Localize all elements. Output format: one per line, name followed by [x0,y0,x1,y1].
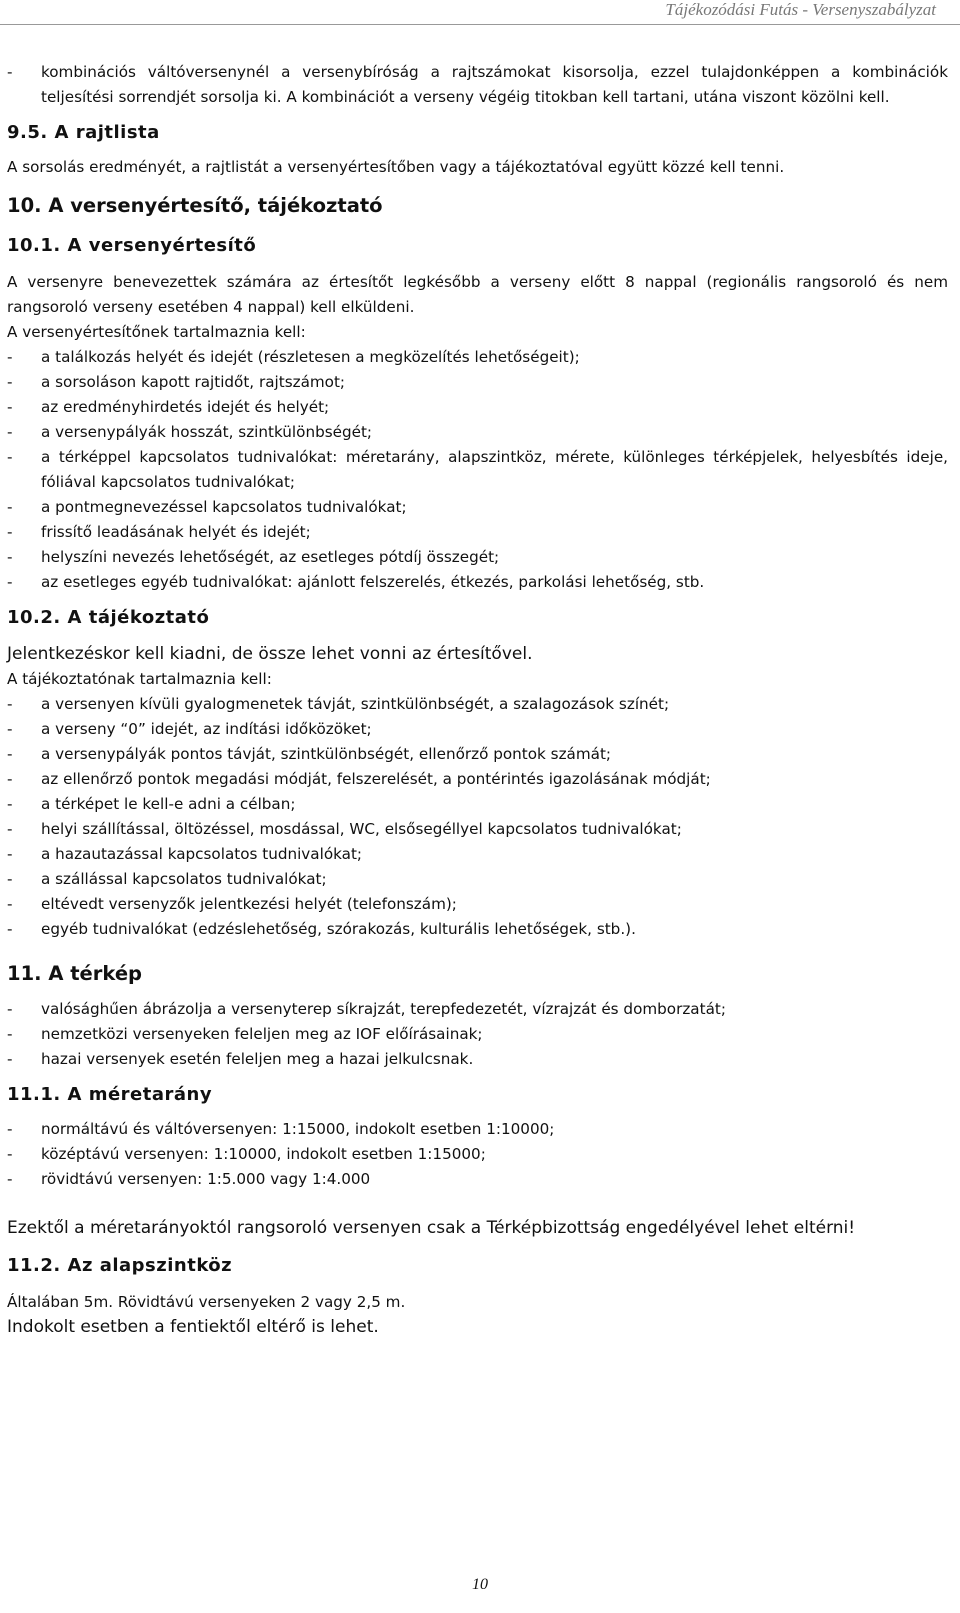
document-body [0,60,960,1340]
list-item-text: a térképet le kell-e adni a célban; [41,795,296,813]
section-11-1-list [7,1117,948,1192]
section-11-2-line2: Indokolt esetben a fentiektől eltérő is lehet. [7,1317,379,1337]
list-item-text: a térképpel kapcsolatos tudnivalókat: méretarány, alapszintköz, mérete, különleges térképjelek, helyesbítés ideje, fóliával kapcsolatos tudnivalókat; [41,448,948,491]
bullet-dash: - [7,1000,13,1018]
list-item-text: középtávú versenyen: 1:10000, indokolt esetben 1:15000; [41,1145,486,1163]
list-item-text: a sorsoláson kapott rajtidőt, rajtszámot; [41,373,346,391]
list-item-text: a pontmegnevezéssel kapcsolatos tudnivalókat; [41,498,407,516]
bullet-dash: - [7,820,13,838]
section-10-1-list [7,345,948,595]
list-item-text: valósághűen ábrázolja a versenyterep síkrajzát, terepfedezetét, vízrajzát és domborzatát; [41,1000,726,1018]
list-item [7,867,948,892]
bullet-dash: - [7,1050,13,1068]
list-item-text: a hazautazással kapcsolatos tudnivalókat; [41,845,363,863]
section-11-heading: 11. A térkép [7,962,143,985]
list-item-text: a verseny “0” idejét, az indítási időközöket; [41,720,372,738]
bullet-dash: - [7,423,13,441]
bullet-dash: - [7,348,13,366]
list-item [7,395,948,420]
list-item [7,345,948,370]
list-item [7,1047,948,1072]
bullet-dash: - [7,1120,13,1138]
section-10-1-lead: A versenyértesítőnek tartalmaznia kell: [7,323,306,341]
section-11-2-line1: Általában 5m. Rövidtávú versenyeken 2 vagy 2,5 m. [7,1293,406,1311]
list-item [7,420,948,445]
bullet-dash: - [7,448,13,466]
bullet-dash: - [7,573,13,591]
list-item-text: a találkozás helyét és idejét (részletesen a megközelítés lehetőségeit); [41,348,580,366]
list-item-text: rövidtávú versenyen: 1:5.000 vagy 1:4.000 [41,1170,371,1188]
bullet-dash: - [7,398,13,416]
section-10-2-list [7,692,948,942]
section-9-5-heading: 9.5. A rajtlista [7,122,160,143]
list-item [7,997,948,1022]
list-item [7,792,948,817]
bullet-dash: - [7,63,13,81]
bullet-dash: - [7,548,13,566]
list-item-text: a szállással kapcsolatos tudnivalókat; [41,870,327,888]
running-header: Tájékozódási Futás - Versenyszabályzat [665,0,936,19]
list-item [7,520,948,545]
bullet-dash: - [7,523,13,541]
bullet-dash: - [7,1170,13,1188]
section-11-1-heading: 11.1. A méretarány [7,1084,213,1105]
list-item [7,495,948,520]
list-item-text: helyi szállítással, öltözéssel, mosdással, WC, elsősegéllyel kapcsolatos tudnivalókat; [41,820,682,838]
bullet-dash: - [7,498,13,516]
section-10-1-paragraph: A versenyre benevezettek számára az értesítőt legkésőbb a verseny előtt 8 nappal (regionális rangsoroló és nem rangsoroló verseny esetében 4 nappal) kell elküldeni. [7,273,948,316]
intro-list-item [7,60,948,110]
header-rule [0,24,960,25]
section-11-1-note: Ezektől a méretarányoktól rangsoroló versenyen csak a Térképbizottság engedélyével lehet eltérni! [7,1218,856,1238]
list-item [7,1117,948,1142]
list-item-text: egyéb tudnivalókat (edzéslehetőség, szórakozás, kulturális lehetőségek, stb.). [41,920,636,938]
list-item [7,842,948,867]
list-item [7,1022,948,1047]
list-item-text: frissítő leadásának helyét és idejét; [41,523,311,541]
bullet-dash: - [7,745,13,763]
list-item-text: az ellenőrző pontok megadási módját, felszerelését, a pontérintés igazolásának módját; [41,770,711,788]
list-item-text: kombinációs váltóversenynél a versenybíróság a rajtszámokat kisorsolja, ezzel tulajdonképpen a kombinációk teljesítési sorrendjét sorsolja ki. A kombinációt a verseny végéig titokban kell tartani, utána viszont közölni kell. [41,63,948,106]
list-item-text: helyszíni nevezés lehetőségét, az esetleges pótdíj összegét; [41,548,500,566]
bullet-dash: - [7,1025,13,1043]
list-item [7,892,948,917]
section-10-1-heading: 10.1. A versenyértesítő [7,235,257,256]
bullet-dash: - [7,1145,13,1163]
section-11-2-heading: 11.2. Az alapszintköz [7,1255,233,1276]
bullet-dash: - [7,720,13,738]
bullet-dash: - [7,845,13,863]
section-9-5-text: A sorsolás eredményét, a rajtlistát a versenyértesítőben vagy a tájékoztatóval együtt közzé kell tenni. [7,158,785,176]
list-item [7,1167,948,1192]
bullet-dash: - [7,770,13,788]
list-item [7,917,948,942]
list-item-text: a versenypályák pontos távját, szintkülönbségét, ellenőrző pontok számát; [41,745,612,763]
list-item-text: az eredményhirdetés idejét és helyét; [41,398,330,416]
list-item [7,1142,948,1167]
list-item [7,445,948,495]
page-number: 10 [472,1576,488,1593]
section-10-heading: 10. A versenyértesítő, tájékoztató [7,194,383,217]
bullet-dash: - [7,920,13,938]
list-item [7,370,948,395]
section-10-2-paragraph: Jelentkezéskor kell kiadni, de össze lehet vonni az értesítővel. [7,644,533,664]
list-item-text: a versenypályák hosszát, szintkülönbségét; [41,423,373,441]
bullet-dash: - [7,695,13,713]
bullet-dash: - [7,373,13,391]
list-item [7,570,948,595]
list-item [7,692,948,717]
bullet-dash: - [7,870,13,888]
list-item-text: hazai versenyek esetén feleljen meg a hazai jelkulcsnak. [41,1050,474,1068]
section-11-list [7,997,948,1072]
list-item [7,717,948,742]
list-item [7,545,948,570]
section-10-2-heading: 10.2. A tájékoztató [7,607,210,628]
list-item [7,767,948,792]
bullet-dash: - [7,795,13,813]
list-item-text: normáltávú és váltóversenyen: 1:15000, indokolt esetben 1:10000; [41,1120,555,1138]
list-item-text: a versenyen kívüli gyalogmenetek távját, szintkülönbségét, a szalagozások színét; [41,695,670,713]
section-10-2-lead: A tájékoztatónak tartalmaznia kell: [7,670,272,688]
list-item-text: eltévedt versenyzők jelentkezési helyét (telefonszám); [41,895,457,913]
list-item-text: az esetleges egyéb tudnivalókat: ajánlott felszerelés, étkezés, parkolási lehetőség, stb. [41,573,705,591]
list-item [7,817,948,842]
bullet-dash: - [7,895,13,913]
list-item [7,742,948,767]
list-item-text: nemzetközi versenyeken feleljen meg az IOF előírásainak; [41,1025,483,1043]
